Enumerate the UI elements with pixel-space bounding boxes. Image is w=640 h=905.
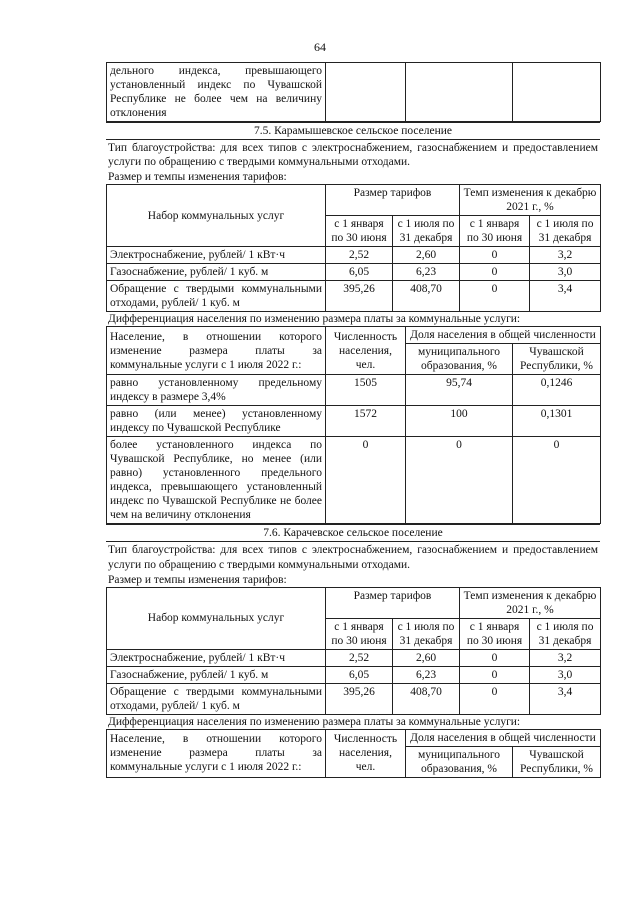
tariff-value: 0 xyxy=(460,683,530,714)
population-value: 0 xyxy=(326,437,406,524)
population-value: 0,1246 xyxy=(513,375,601,406)
tariff-value: 395,26 xyxy=(326,281,393,312)
tariff-value: 3,2 xyxy=(530,649,601,666)
population-value: 0 xyxy=(406,437,513,524)
improvement-type: Тип благоустройства: для всех типов с электроснабжением, газоснабжением и предоставлением услуги по обращению с твердыми коммунальными отходами. xyxy=(108,142,598,169)
population-row xyxy=(107,375,601,406)
tariff-value: 0 xyxy=(460,247,530,264)
diff-heading: Дифференциация населения по изменению размера платы за коммунальные услуги: xyxy=(108,313,521,326)
tariff-header-row xyxy=(107,587,601,618)
population-row xyxy=(107,437,601,524)
service-name: Электроснабжение, рублей/ 1 кВт·ч xyxy=(107,247,326,264)
tariff-value: 6,05 xyxy=(326,666,393,683)
period-header: с 1 июля по 31 декабря xyxy=(530,618,601,649)
tariffs-heading: Размер и темпы изменения тарифов: xyxy=(108,573,287,586)
continuation-table xyxy=(106,62,601,122)
col-municipal: муниципального образования, % xyxy=(406,746,513,777)
tariff-value: 3,0 xyxy=(530,666,601,683)
document-body xyxy=(106,62,600,778)
population-category: равно (или менее) установленному индексу по Чувашской Республике xyxy=(107,406,326,437)
tariff-row xyxy=(107,666,601,683)
tariff-value: 408,70 xyxy=(393,281,460,312)
tariff-value: 3,2 xyxy=(530,247,601,264)
population-value: 0,1301 xyxy=(513,406,601,437)
service-name: Обращение с твердыми коммунальными отходами, рублей/ 1 куб. м xyxy=(107,281,326,312)
diff-heading: Дифференциация населения по изменению размера платы за коммунальные услуги: xyxy=(108,715,521,728)
col-services: Набор коммунальных услуг xyxy=(107,587,326,649)
tariff-value: 6,05 xyxy=(326,264,393,281)
tariff-value: 2,52 xyxy=(326,649,393,666)
page-number: 64 xyxy=(314,40,326,54)
col-count: Численность населения, чел. xyxy=(326,729,406,777)
col-tariff-size: Размер тарифов xyxy=(326,185,460,216)
tariff-value: 6,23 xyxy=(393,666,460,683)
population-table xyxy=(106,326,601,524)
service-name: Обращение с твердыми коммунальными отходами, рублей/ 1 куб. м xyxy=(107,683,326,714)
col-change-rate: Темп изменения к декабрю 2021 г., % xyxy=(460,185,601,216)
tariff-value: 0 xyxy=(460,264,530,281)
col-republic: Чувашской Республики, % xyxy=(513,746,601,777)
tariffs-heading: Размер и темпы изменения тарифов: xyxy=(108,171,287,184)
tariff-value: 3,4 xyxy=(530,281,601,312)
col-republic: Чувашской Республики, % xyxy=(513,344,601,375)
population-value: 0 xyxy=(513,437,601,524)
tariff-table xyxy=(106,587,601,715)
tariff-value: 2,52 xyxy=(326,247,393,264)
col-share: Доля населения в общей численности xyxy=(406,327,601,344)
population-value: 1505 xyxy=(326,375,406,406)
population-header-row xyxy=(107,729,601,746)
period-header: с 1 июля по 31 декабря xyxy=(530,216,601,247)
tariff-value: 0 xyxy=(460,666,530,683)
period-header: с 1 января по 30 июня xyxy=(460,618,530,649)
population-header-row xyxy=(107,327,601,344)
tariff-value: 0 xyxy=(460,281,530,312)
tariff-value: 6,23 xyxy=(393,264,460,281)
improvement-type: Тип благоустройства: для всех типов с электроснабжением, газоснабжением и предоставлением услуги по обращению с твердыми коммунальными отходами. xyxy=(108,544,598,571)
period-header: с 1 июля по 31 декабря xyxy=(393,618,460,649)
tariff-value: 2,60 xyxy=(393,649,460,666)
col-services: Набор коммунальных услуг xyxy=(107,185,326,247)
population-table xyxy=(106,729,601,778)
col-change-rate: Темп изменения к декабрю 2021 г., % xyxy=(460,587,601,618)
col-count: Численность населения, чел. xyxy=(326,327,406,375)
section-title: 7.6. Карачевское сельское поселение xyxy=(106,524,600,542)
tariff-value: 3,0 xyxy=(530,264,601,281)
tariff-value: 3,4 xyxy=(530,683,601,714)
col-population: Население, в отношении которого изменение размера платы за коммунальные услуги с 1 июля 2022 г.: xyxy=(107,729,326,777)
period-header: с 1 января по 30 июня xyxy=(326,216,393,247)
tariff-row xyxy=(107,649,601,666)
tariff-row xyxy=(107,281,601,312)
col-tariff-size: Размер тарифов xyxy=(326,587,460,618)
population-category: равно установленному предельному индексу в размере 3,4% xyxy=(107,375,326,406)
col-share: Доля населения в общей численности xyxy=(406,729,601,746)
tariff-value: 0 xyxy=(460,649,530,666)
continuation-cell: дельного индекса, превышающего установленный индекс по Чувашской Республике не более чем на величину отклонения xyxy=(107,63,326,122)
population-category: более установленного индекса по Чувашской Республике, но менее (или равно) установленного предельного индекса, превышающего установленный индекс по Чувашской Республике не более чем на величину отклонения xyxy=(107,437,326,524)
tariff-table xyxy=(106,184,601,312)
sections xyxy=(106,122,600,778)
tariff-row xyxy=(107,264,601,281)
col-municipal: муниципального образования, % xyxy=(406,344,513,375)
tariff-value: 2,60 xyxy=(393,247,460,264)
service-name: Газоснабжение, рублей/ 1 куб. м xyxy=(107,666,326,683)
service-name: Газоснабжение, рублей/ 1 куб. м xyxy=(107,264,326,281)
tariff-value: 408,70 xyxy=(393,683,460,714)
period-header: с 1 июля по 31 декабря xyxy=(393,216,460,247)
population-row xyxy=(107,406,601,437)
tariff-row xyxy=(107,683,601,714)
section-title: 7.5. Карамышевское сельское поселение xyxy=(106,122,600,140)
service-name: Электроснабжение, рублей/ 1 кВт·ч xyxy=(107,649,326,666)
tariff-row xyxy=(107,247,601,264)
population-value: 1572 xyxy=(326,406,406,437)
tariff-header-row xyxy=(107,185,601,216)
period-header: с 1 января по 30 июня xyxy=(326,618,393,649)
population-value: 100 xyxy=(406,406,513,437)
population-value: 95,74 xyxy=(406,375,513,406)
col-population: Население, в отношении которого изменение размера платы за коммунальные услуги с 1 июля 2022 г.: xyxy=(107,327,326,375)
tariff-value: 395,26 xyxy=(326,683,393,714)
period-header: с 1 января по 30 июня xyxy=(460,216,530,247)
